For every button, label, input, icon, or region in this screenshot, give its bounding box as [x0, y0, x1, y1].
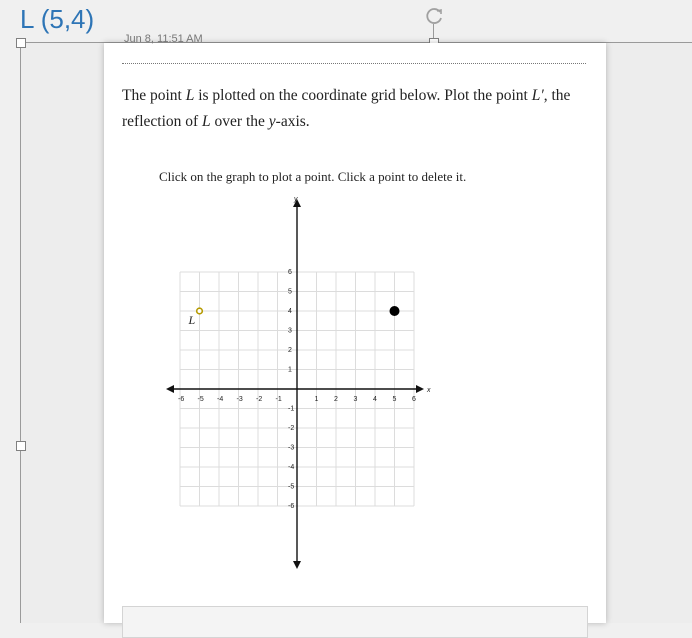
point-label: L: [188, 313, 196, 327]
question-card: [104, 33, 606, 623]
x-tick-label: -6: [178, 396, 185, 403]
x-axis-left-arrow-icon: [166, 385, 174, 393]
coordinate-grid[interactable]: [162, 193, 442, 578]
y-tick-label: 6: [288, 269, 292, 276]
y-tick-label: -1: [288, 405, 295, 413]
x-tick-label: 2: [334, 396, 338, 403]
y-tick-label: 2: [288, 347, 292, 354]
y-tick-label: 4: [288, 308, 292, 315]
y-tick-label: 5: [288, 288, 292, 296]
x-tick-label: -3: [236, 396, 243, 403]
x-tick-label: 1: [314, 396, 319, 403]
graph-instruction: Click on the graph to plot a point. Click a point to delete it.: [159, 169, 467, 184]
resize-handle-top-left[interactable]: [16, 38, 26, 48]
y-tick-label: -2: [288, 425, 295, 432]
y-tick-label: -3: [288, 444, 295, 452]
document-title[interactable]: L (5,4): [20, 4, 95, 34]
y-axis: [293, 199, 301, 569]
x-tick-label: -1: [275, 396, 282, 403]
dotted-divider: [122, 63, 586, 64]
x-axis-label: x: [427, 387, 431, 394]
x-tick-label: 6: [412, 396, 416, 403]
x-axis: [166, 385, 424, 393]
question-text: The point L is plotted on the coordinate grid below. Plot the point L′, the reflection of L over the y-axis.: [122, 87, 571, 130]
y-tick-label: -5: [288, 483, 295, 491]
rotate-icon[interactable]: [422, 4, 446, 28]
x-axis-right-arrow-icon: [416, 385, 424, 393]
point-l[interactable]: [197, 308, 203, 314]
x-tick-label: -2: [256, 396, 263, 403]
y-axis-bottom-arrow-icon: [293, 561, 301, 569]
plotted-point-l-prime[interactable]: [390, 306, 400, 316]
resize-handle-middle-left[interactable]: [16, 441, 26, 451]
answer-area: [122, 606, 588, 638]
x-tick-label: -5: [197, 396, 204, 403]
y-tick-label: 3: [288, 327, 292, 335]
y-axis-label: y: [294, 196, 298, 203]
y-tick-label: -6: [288, 503, 295, 510]
timestamp-cutoff: Jun 8, 11:51 AM: [124, 33, 203, 45]
selection-frame-left: [20, 42, 21, 623]
x-tick-label: 3: [353, 396, 358, 403]
y-tick-label: 1: [288, 366, 292, 374]
x-tick-label: 4: [373, 396, 377, 403]
x-tick-label: -4: [217, 396, 224, 403]
x-tick-label: 5: [392, 396, 397, 403]
y-tick-label: -4: [288, 464, 295, 471]
